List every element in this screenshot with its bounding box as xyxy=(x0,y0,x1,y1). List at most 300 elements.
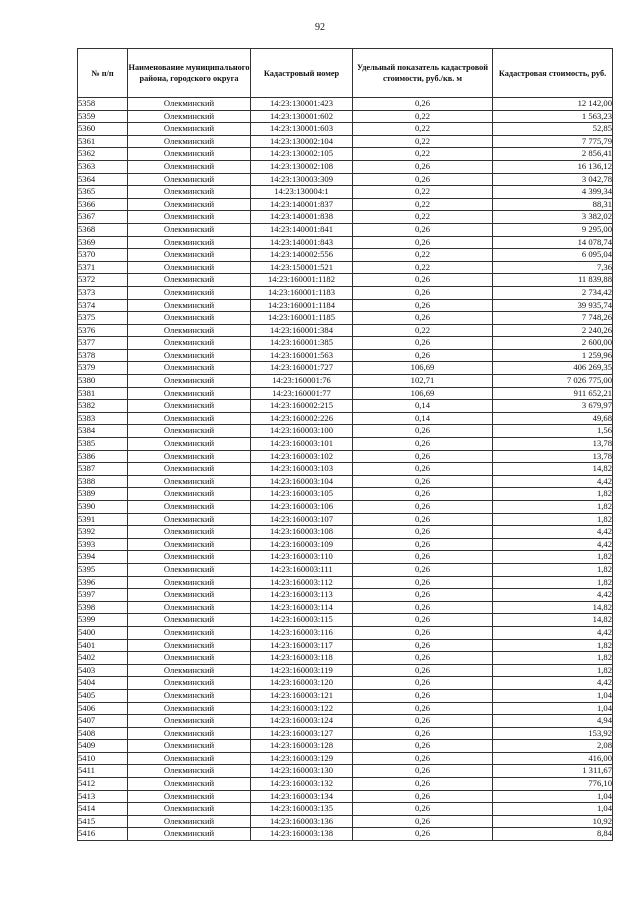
row-number: 5365 xyxy=(78,186,128,199)
cadastral-number: 14:23:140001:837 xyxy=(251,198,353,211)
unit-rate: 0,26 xyxy=(353,765,493,778)
unit-rate: 0,22 xyxy=(353,249,493,262)
cadastral-cost: 406 269,35 xyxy=(493,362,613,375)
cadastral-number: 14:23:160003:105 xyxy=(251,488,353,501)
district-name: Олекминский xyxy=(128,702,251,715)
cadastral-cost: 7 775,79 xyxy=(493,135,613,148)
row-number: 5379 xyxy=(78,362,128,375)
table-row xyxy=(78,249,613,262)
district-name: Олекминский xyxy=(128,538,251,551)
district-name: Олекминский xyxy=(128,160,251,173)
district-name: Олекминский xyxy=(128,815,251,828)
table-row xyxy=(78,400,613,413)
unit-rate: 0,26 xyxy=(353,715,493,728)
unit-rate: 0,26 xyxy=(353,286,493,299)
row-number: 5384 xyxy=(78,425,128,438)
page-number: 92 xyxy=(315,22,325,33)
district-name: Олекминский xyxy=(128,677,251,690)
unit-rate: 0,26 xyxy=(353,450,493,463)
table-row xyxy=(78,538,613,551)
row-number: 5398 xyxy=(78,601,128,614)
cadastral-number: 14:23:160003:100 xyxy=(251,425,353,438)
cadastral-cost: 2 856,41 xyxy=(493,148,613,161)
district-name: Олекминский xyxy=(128,803,251,816)
district-name: Олекминский xyxy=(128,488,251,501)
cadastral-number: 14:23:160003:112 xyxy=(251,576,353,589)
cadastral-cost: 1,82 xyxy=(493,639,613,652)
cadastral-cost: 1 311,67 xyxy=(493,765,613,778)
table-row xyxy=(78,475,613,488)
district-name: Олекминский xyxy=(128,223,251,236)
cadastral-cost: 416,00 xyxy=(493,752,613,765)
row-number: 5406 xyxy=(78,702,128,715)
district-name: Олекминский xyxy=(128,274,251,287)
row-number: 5363 xyxy=(78,160,128,173)
table-row xyxy=(78,601,613,614)
table-row xyxy=(78,689,613,702)
row-number: 5373 xyxy=(78,286,128,299)
header-district: Наименование муниципального района, городского округа xyxy=(128,49,251,98)
unit-rate: 0,26 xyxy=(353,664,493,677)
cadastral-cost: 1,04 xyxy=(493,803,613,816)
unit-rate: 0,26 xyxy=(353,274,493,287)
unit-rate: 0,14 xyxy=(353,412,493,425)
table-row xyxy=(78,135,613,148)
district-name: Олекминский xyxy=(128,727,251,740)
cadastral-cost: 1,82 xyxy=(493,513,613,526)
table-row xyxy=(78,387,613,400)
district-name: Олекминский xyxy=(128,589,251,602)
table-row xyxy=(78,488,613,501)
district-name: Олекминский xyxy=(128,475,251,488)
table-row xyxy=(78,778,613,791)
cadastral-cost: 88,31 xyxy=(493,198,613,211)
cadastral-number: 14:23:160001:385 xyxy=(251,337,353,350)
cadastral-cost: 776,10 xyxy=(493,778,613,791)
cadastral-cost: 14,82 xyxy=(493,614,613,627)
district-name: Олекминский xyxy=(128,450,251,463)
unit-rate: 0,26 xyxy=(353,752,493,765)
unit-rate: 0,26 xyxy=(353,702,493,715)
table-row xyxy=(78,98,613,111)
row-number: 5396 xyxy=(78,576,128,589)
unit-rate: 0,26 xyxy=(353,740,493,753)
row-number: 5407 xyxy=(78,715,128,728)
table-row xyxy=(78,110,613,123)
cadastral-cost: 1 259,96 xyxy=(493,349,613,362)
cadastral-number: 14:23:160003:113 xyxy=(251,589,353,602)
district-name: Олекминский xyxy=(128,400,251,413)
unit-rate: 0,26 xyxy=(353,589,493,602)
district-name: Олекминский xyxy=(128,337,251,350)
unit-rate: 0,26 xyxy=(353,563,493,576)
cadastral-cost: 1,82 xyxy=(493,488,613,501)
row-number: 5378 xyxy=(78,349,128,362)
unit-rate: 0,22 xyxy=(353,211,493,224)
unit-rate: 0,26 xyxy=(353,312,493,325)
row-number: 5413 xyxy=(78,790,128,803)
cadastral-cost: 4,94 xyxy=(493,715,613,728)
cadastral-number: 14:23:140002:556 xyxy=(251,249,353,262)
cadastral-cost: 11 839,88 xyxy=(493,274,613,287)
district-name: Олекминский xyxy=(128,601,251,614)
cadastral-cost: 1,04 xyxy=(493,702,613,715)
district-name: Олекминский xyxy=(128,261,251,274)
district-name: Олекминский xyxy=(128,740,251,753)
cadastral-number: 14:23:160003:132 xyxy=(251,778,353,791)
header-cadastral: Кадастровый номер xyxy=(251,49,353,98)
unit-rate: 106,69 xyxy=(353,362,493,375)
row-number: 5375 xyxy=(78,312,128,325)
cadastral-cost: 14,82 xyxy=(493,601,613,614)
district-name: Олекминский xyxy=(128,324,251,337)
cadastral-cost: 4,42 xyxy=(493,677,613,690)
table-row xyxy=(78,438,613,451)
district-name: Олекминский xyxy=(128,790,251,803)
unit-rate: 0,22 xyxy=(353,198,493,211)
cadastral-cost: 1,04 xyxy=(493,790,613,803)
cadastral-cost: 1,82 xyxy=(493,551,613,564)
table-row xyxy=(78,727,613,740)
table-row xyxy=(78,261,613,274)
cadastral-number: 14:23:160003:104 xyxy=(251,475,353,488)
cadastral-number: 14:23:130003:309 xyxy=(251,173,353,186)
cadastral-number: 14:23:160003:117 xyxy=(251,639,353,652)
district-name: Олекминский xyxy=(128,752,251,765)
row-number: 5385 xyxy=(78,438,128,451)
district-name: Олекминский xyxy=(128,186,251,199)
row-number: 5399 xyxy=(78,614,128,627)
row-number: 5415 xyxy=(78,815,128,828)
cadastral-cost: 1,56 xyxy=(493,425,613,438)
unit-rate: 0,26 xyxy=(353,538,493,551)
cadastral-number: 14:23:160003:109 xyxy=(251,538,353,551)
cadastral-cost: 14,82 xyxy=(493,463,613,476)
unit-rate: 0,22 xyxy=(353,110,493,123)
district-name: Олекминский xyxy=(128,387,251,400)
row-number: 5367 xyxy=(78,211,128,224)
unit-rate: 0,26 xyxy=(353,815,493,828)
cadastral-number: 14:23:160003:119 xyxy=(251,664,353,677)
row-number: 5372 xyxy=(78,274,128,287)
unit-rate: 0,26 xyxy=(353,475,493,488)
district-name: Олекминский xyxy=(128,123,251,136)
table-row xyxy=(78,652,613,665)
district-name: Олекминский xyxy=(128,563,251,576)
district-name: Олекминский xyxy=(128,689,251,702)
cadastral-number: 14:23:160003:111 xyxy=(251,563,353,576)
row-number: 5411 xyxy=(78,765,128,778)
table-row xyxy=(78,639,613,652)
cadastral-cost: 1,82 xyxy=(493,652,613,665)
row-number: 5405 xyxy=(78,689,128,702)
unit-rate: 0,22 xyxy=(353,261,493,274)
cadastral-cost: 2 734,42 xyxy=(493,286,613,299)
table-row xyxy=(78,173,613,186)
table-row xyxy=(78,337,613,350)
unit-rate: 0,26 xyxy=(353,677,493,690)
cadastral-number: 14:23:160003:106 xyxy=(251,501,353,514)
district-name: Олекминский xyxy=(128,526,251,539)
cadastral-cost: 4,42 xyxy=(493,626,613,639)
unit-rate: 0,26 xyxy=(353,236,493,249)
unit-rate: 106,69 xyxy=(353,387,493,400)
row-number: 5368 xyxy=(78,223,128,236)
row-number: 5358 xyxy=(78,98,128,111)
table-row xyxy=(78,589,613,602)
unit-rate: 0,26 xyxy=(353,173,493,186)
unit-rate: 0,22 xyxy=(353,186,493,199)
cadastral-number: 14:23:160003:101 xyxy=(251,438,353,451)
cadastral-number: 14:23:160001:1183 xyxy=(251,286,353,299)
cadastral-number: 14:23:130001:602 xyxy=(251,110,353,123)
district-name: Олекминский xyxy=(128,828,251,841)
table-row xyxy=(78,715,613,728)
table-row xyxy=(78,375,613,388)
row-number: 5402 xyxy=(78,652,128,665)
unit-rate: 0,26 xyxy=(353,626,493,639)
table-row xyxy=(78,752,613,765)
cadastral-number: 14:23:160003:114 xyxy=(251,601,353,614)
cadastral-cost: 14 078,74 xyxy=(493,236,613,249)
cadastral-number: 14:23:160001:563 xyxy=(251,349,353,362)
cadastral-number: 14:23:160001:77 xyxy=(251,387,353,400)
header-num: № п/п xyxy=(78,49,128,98)
row-number: 5387 xyxy=(78,463,128,476)
unit-rate: 0,26 xyxy=(353,551,493,564)
district-name: Олекминский xyxy=(128,135,251,148)
table-row xyxy=(78,803,613,816)
district-name: Олекминский xyxy=(128,362,251,375)
row-number: 5361 xyxy=(78,135,128,148)
unit-rate: 0,26 xyxy=(353,488,493,501)
table-row xyxy=(78,198,613,211)
row-number: 5408 xyxy=(78,727,128,740)
cadastral-cost: 3 042,78 xyxy=(493,173,613,186)
unit-rate: 0,26 xyxy=(353,501,493,514)
table-row xyxy=(78,513,613,526)
cadastral-table xyxy=(77,48,613,841)
table-row xyxy=(78,501,613,514)
cadastral-cost: 39 935,74 xyxy=(493,299,613,312)
cadastral-number: 14:23:160003:110 xyxy=(251,551,353,564)
cadastral-number: 14:23:160003:121 xyxy=(251,689,353,702)
district-name: Олекминский xyxy=(128,576,251,589)
cadastral-cost: 1,82 xyxy=(493,563,613,576)
cadastral-cost: 10,92 xyxy=(493,815,613,828)
cadastral-number: 14:23:160003:107 xyxy=(251,513,353,526)
cadastral-number: 14:23:160003:115 xyxy=(251,614,353,627)
cadastral-number: 14:23:160003:118 xyxy=(251,652,353,665)
cadastral-cost: 1,04 xyxy=(493,689,613,702)
unit-rate: 0,26 xyxy=(353,601,493,614)
unit-rate: 0,26 xyxy=(353,652,493,665)
cadastral-cost: 52,85 xyxy=(493,123,613,136)
cadastral-cost: 16 136,12 xyxy=(493,160,613,173)
cadastral-number: 14:23:160003:116 xyxy=(251,626,353,639)
table-row xyxy=(78,274,613,287)
cadastral-cost: 1 563,23 xyxy=(493,110,613,123)
cadastral-number: 14:23:160003:138 xyxy=(251,828,353,841)
table-header-row xyxy=(78,49,613,98)
district-name: Олекминский xyxy=(128,148,251,161)
cadastral-cost: 3 382,02 xyxy=(493,211,613,224)
cadastral-cost: 4,42 xyxy=(493,526,613,539)
cadastral-cost: 4 399,34 xyxy=(493,186,613,199)
row-number: 5412 xyxy=(78,778,128,791)
unit-rate: 0,22 xyxy=(353,324,493,337)
table-row xyxy=(78,740,613,753)
cadastral-number: 14:23:140001:843 xyxy=(251,236,353,249)
district-name: Олекминский xyxy=(128,438,251,451)
unit-rate: 0,26 xyxy=(353,803,493,816)
cadastral-number: 14:23:160001:1185 xyxy=(251,312,353,325)
unit-rate: 0,26 xyxy=(353,299,493,312)
row-number: 5403 xyxy=(78,664,128,677)
table-row xyxy=(78,299,613,312)
table-row xyxy=(78,123,613,136)
district-name: Олекминский xyxy=(128,375,251,388)
cadastral-number: 14:23:160002:226 xyxy=(251,412,353,425)
table-row xyxy=(78,236,613,249)
district-name: Олекминский xyxy=(128,299,251,312)
cadastral-cost: 4,42 xyxy=(493,538,613,551)
row-number: 5370 xyxy=(78,249,128,262)
cadastral-cost: 1,82 xyxy=(493,576,613,589)
cadastral-cost: 2,08 xyxy=(493,740,613,753)
cadastral-number: 14:23:130001:603 xyxy=(251,123,353,136)
district-name: Олекминский xyxy=(128,664,251,677)
district-name: Олекминский xyxy=(128,626,251,639)
cadastral-cost: 8,84 xyxy=(493,828,613,841)
table-row xyxy=(78,362,613,375)
unit-rate: 0,22 xyxy=(353,148,493,161)
table-row xyxy=(78,425,613,438)
table-row xyxy=(78,551,613,564)
unit-rate: 0,26 xyxy=(353,828,493,841)
row-number: 5382 xyxy=(78,400,128,413)
district-name: Олекминский xyxy=(128,614,251,627)
row-number: 5394 xyxy=(78,551,128,564)
unit-rate: 0,26 xyxy=(353,438,493,451)
cadastral-cost: 13,78 xyxy=(493,450,613,463)
cadastral-cost: 1,82 xyxy=(493,664,613,677)
cadastral-number: 14:23:160003:134 xyxy=(251,790,353,803)
district-name: Олекминский xyxy=(128,236,251,249)
unit-rate: 0,26 xyxy=(353,790,493,803)
unit-rate: 0,26 xyxy=(353,639,493,652)
district-name: Олекминский xyxy=(128,173,251,186)
cadastral-number: 14:23:160003:108 xyxy=(251,526,353,539)
table-row xyxy=(78,828,613,841)
cadastral-number: 14:23:130002:105 xyxy=(251,148,353,161)
row-number: 5404 xyxy=(78,677,128,690)
row-number: 5386 xyxy=(78,450,128,463)
district-name: Олекминский xyxy=(128,349,251,362)
table-row xyxy=(78,765,613,778)
cadastral-cost: 1,82 xyxy=(493,501,613,514)
district-name: Олекминский xyxy=(128,652,251,665)
row-number: 5366 xyxy=(78,198,128,211)
district-name: Олекминский xyxy=(128,198,251,211)
table-row xyxy=(78,148,613,161)
cadastral-number: 14:23:160003:120 xyxy=(251,677,353,690)
unit-rate: 0,26 xyxy=(353,727,493,740)
cadastral-cost: 4,42 xyxy=(493,589,613,602)
cadastral-cost: 9 295,00 xyxy=(493,223,613,236)
cadastral-cost: 3 679,97 xyxy=(493,400,613,413)
unit-rate: 0,26 xyxy=(353,349,493,362)
unit-rate: 0,26 xyxy=(353,223,493,236)
row-number: 5395 xyxy=(78,563,128,576)
row-number: 5371 xyxy=(78,261,128,274)
table-row xyxy=(78,211,613,224)
row-number: 5393 xyxy=(78,538,128,551)
unit-rate: 0,22 xyxy=(353,123,493,136)
row-number: 5390 xyxy=(78,501,128,514)
cadastral-number: 14:23:160001:76 xyxy=(251,375,353,388)
district-name: Олекминский xyxy=(128,501,251,514)
district-name: Олекминский xyxy=(128,715,251,728)
table-row xyxy=(78,626,613,639)
unit-rate: 0,26 xyxy=(353,576,493,589)
cadastral-number: 14:23:130002:108 xyxy=(251,160,353,173)
district-name: Олекминский xyxy=(128,211,251,224)
table-row xyxy=(78,563,613,576)
cadastral-cost: 153,92 xyxy=(493,727,613,740)
table-row xyxy=(78,815,613,828)
row-number: 5391 xyxy=(78,513,128,526)
cadastral-cost: 2 240,26 xyxy=(493,324,613,337)
unit-rate: 0,26 xyxy=(353,160,493,173)
cadastral-cost: 4,42 xyxy=(493,475,613,488)
district-name: Олекминский xyxy=(128,425,251,438)
row-number: 5392 xyxy=(78,526,128,539)
table-row xyxy=(78,664,613,677)
district-name: Олекминский xyxy=(128,463,251,476)
cadastral-number: 14:23:160003:127 xyxy=(251,727,353,740)
cadastral-number: 14:23:150001:521 xyxy=(251,261,353,274)
table-row xyxy=(78,223,613,236)
cadastral-number: 14:23:160003:135 xyxy=(251,803,353,816)
cadastral-number: 14:23:140001:841 xyxy=(251,223,353,236)
district-name: Олекминский xyxy=(128,312,251,325)
row-number: 5374 xyxy=(78,299,128,312)
row-number: 5376 xyxy=(78,324,128,337)
cadastral-cost: 7 748,26 xyxy=(493,312,613,325)
unit-rate: 0,26 xyxy=(353,337,493,350)
table-row xyxy=(78,324,613,337)
cadastral-number: 14:23:130001:423 xyxy=(251,98,353,111)
district-name: Олекминский xyxy=(128,249,251,262)
cadastral-number: 14:23:160003:129 xyxy=(251,752,353,765)
cadastral-number: 14:23:160001:727 xyxy=(251,362,353,375)
unit-rate: 0,22 xyxy=(353,135,493,148)
cadastral-number: 14:23:160003:103 xyxy=(251,463,353,476)
unit-rate: 102,71 xyxy=(353,375,493,388)
row-number: 5380 xyxy=(78,375,128,388)
row-number: 5377 xyxy=(78,337,128,350)
table-row xyxy=(78,614,613,627)
header-rate: Удельный показатель кадастровой стоимости, руб./кв. м xyxy=(353,49,493,98)
cadastral-number: 14:23:130004:1 xyxy=(251,186,353,199)
table-row xyxy=(78,349,613,362)
unit-rate: 0,14 xyxy=(353,400,493,413)
cadastral-number: 14:23:160001:384 xyxy=(251,324,353,337)
row-number: 5360 xyxy=(78,123,128,136)
table-row xyxy=(78,790,613,803)
cadastral-number: 14:23:160003:136 xyxy=(251,815,353,828)
